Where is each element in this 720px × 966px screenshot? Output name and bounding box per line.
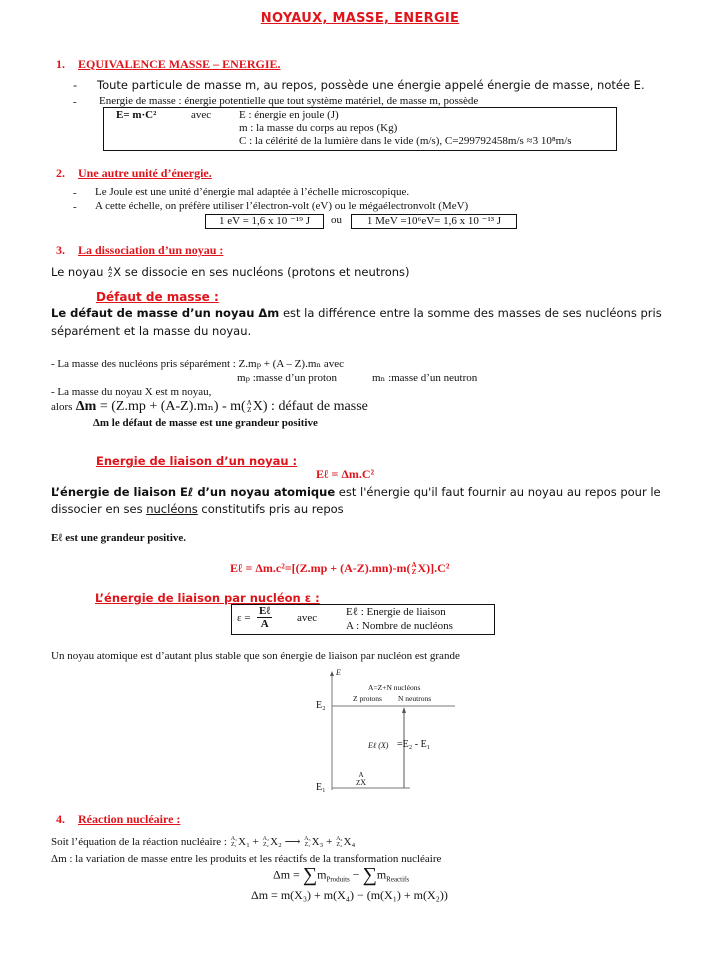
par-nucleon-heading: L’énergie de liaison par nucléon ε : [95,591,320,605]
proton-mass-def: mₚ :masse d’un proton [237,372,338,384]
liaison-formula: Eℓ = Δm.C² [316,467,375,481]
mev-box: 1 MeV =10⁶eV= 1,6 x 10 ⁻¹³ J [351,214,517,229]
section-title: Une autre unité d’énergie. [78,166,212,180]
nucleus-symbol: A Z [108,265,113,279]
liaison-heading: Energie de liaison d’un noyau : [96,454,298,468]
product2-symbol: A₄ Z₄ [336,836,343,849]
nucleon-mass-line: - La masse des nucléons pris séparément : Z.mₚ + (A – Z).mₙ avec [51,358,345,370]
definition-line: C : la célérité de la lumière dans le vide (m/s), C=299792458m/s ≈3 10⁸m/s [239,135,572,147]
liaison-definition-line2: dissocier en ses nucléons constitutifs pris au repos [51,502,344,516]
section-number: 1. [56,57,65,71]
defaut-bold-lead: Le défaut de masse d’un noyau Δm [51,306,280,320]
mass-defect-positive: Δm le défaut de masse est une grandeur positive [93,417,318,429]
axis-arrow-icon [330,671,334,676]
e2-label: E₂ [316,700,326,711]
section1-heading [56,57,281,72]
ou-label: ou [331,214,342,226]
intro-suffix: X se dissocie en ses nucléons (protons et neutrons) [113,265,410,279]
defaut-definition-line2: séparément et la masse du noyau. [51,324,252,338]
sum-symbol: ∑ [362,864,377,886]
top-label: A=Z+N nucléons [368,683,421,692]
mass-energy-box [103,107,617,151]
liaison-full-formula: Eℓ = Δm.c²=[(Z.mp + (A-Z).mn)-m(A ZX)].C² [230,561,450,577]
sum-symbol: ∑ [302,864,318,886]
neutrons-label: N neutrons [398,694,432,703]
section2-bullet1: Le Joule est une unité d’énergie mal adaptée à l’échelle microscopique. [95,186,410,198]
nucleons-link: nucléons [146,502,198,516]
section-number: 4. [56,812,65,826]
dissociation-intro [51,265,410,279]
axis-label: E [336,668,341,677]
binding-energy-label: Eℓ (X) [368,741,389,750]
section-title: EQUIVALENCE MASSE – ENERGIE. [78,57,281,71]
mass-defect-formula: alors Δm = (Z.mp + (A-Z).mₙ) - m(A ZX) : défaut de masse [51,398,368,414]
product1-symbol: A₃ Z₃ [304,836,311,849]
definition-line: E : énergie en joule (J) [239,109,339,121]
reactant2-symbol: A₂ Z₂ [262,836,270,849]
section2-bullet2: A cette échelle, on préfère utiliser l’électron-volt (eV) ou le mégaélectronvolt (MeV) [95,200,469,212]
section-number: 2. [56,166,65,180]
binding-energy-eq: =E₂ - E₁ [397,739,431,750]
definition-line: A : Nombre de nucléons [346,620,453,632]
defaut-heading: Défaut de masse : [96,290,219,304]
avec-label: avec [191,109,212,121]
protons-label: Z protons [353,694,382,703]
bullet-dash: - [73,187,77,199]
liaison-definition-line1: L’énergie de liaison Eℓ d’un noyau atomique est l'énergie qu'il faut fournir au noyau au repos pour le [51,485,661,499]
section1-bullet2: Energie de masse : énergie potentielle que tout système matériel, de masse m, possède [99,95,479,107]
reactant1-symbol: A₁ Z₁ [230,836,238,849]
page-title: NOYAUX, MASSE, ENERGIE [260,11,460,26]
delta-m-definition: Δm : la variation de masse entre les produits et les réactifs de la transformation nucléaire [51,853,442,865]
mass-energy-formula: E= m·C² [116,109,157,121]
bullet-dash: - [73,96,77,108]
section3-heading [56,243,223,258]
section-number: 3. [56,243,65,257]
avec-label: avec [297,612,318,624]
reaction-equation: Soit l’équation de la réaction nucléaire : A₁ Z₁X₁ + A₂ Z₂X₂ ⟶ A₃ Z₃X₃ + A₄ Z₄X₄ [51,836,356,849]
nucleus-mass-line: - La masse du noyau X est m noyau, [51,386,212,398]
arrow-head-icon [402,707,406,713]
intro-prefix: Le noyau [51,265,104,279]
section-title: Réaction nucléaire : [78,812,181,826]
per-nucleon-box [231,604,495,635]
delta-m-expanded-formula: Δm = m(X₃) + m(X₄) − (m(X₁) + m(X₂)) [251,888,448,902]
section1-bullet1: Toute particule de masse m, au repos, possède une énergie appelé énergie de masse, notée E. [97,78,645,92]
nucleus-symbol: A Z [246,398,252,414]
definition-line: Eℓ : Energie de liaison [346,606,446,618]
binding-energy-diagram [310,668,460,798]
e1-label: E₁ [316,782,326,793]
bullet-dash: - [73,78,78,92]
nucleus-symbol: A Z [411,561,417,577]
stability-statement: Un noyau atomique est d’autant plus stable que son énergie de liaison par nucléon est grande [51,650,460,662]
nucleus-symbol: A ZX [356,771,367,787]
bullet-dash: - [73,201,77,213]
epsilon-fraction: $\frac{\text{Eℓ}}{A}$ [259,605,271,630]
section2-heading [56,166,212,181]
ev-box: 1 eV = 1,6 x 10 ⁻¹⁹ J [205,214,324,229]
liaison-positive: Eℓ est une grandeur positive. [51,532,187,544]
section4-heading [56,812,180,827]
delta-m-sum-formula: $\Delta m = \sum m_{Produits} - \sum m_{Reactifs}$ [273,864,410,886]
neutron-mass-def: mₙ :masse d’un neutron [372,372,478,384]
defaut-definition-line1: Le défaut de masse d’un noyau Δm est la différence entre la somme des masses de ses nucléons pris [51,306,662,320]
section-title: La dissociation d’un noyau : [78,243,224,257]
definition-line: m : la masse du corps au repos (Kg) [239,122,398,134]
epsilon-label: ε = [237,612,251,624]
